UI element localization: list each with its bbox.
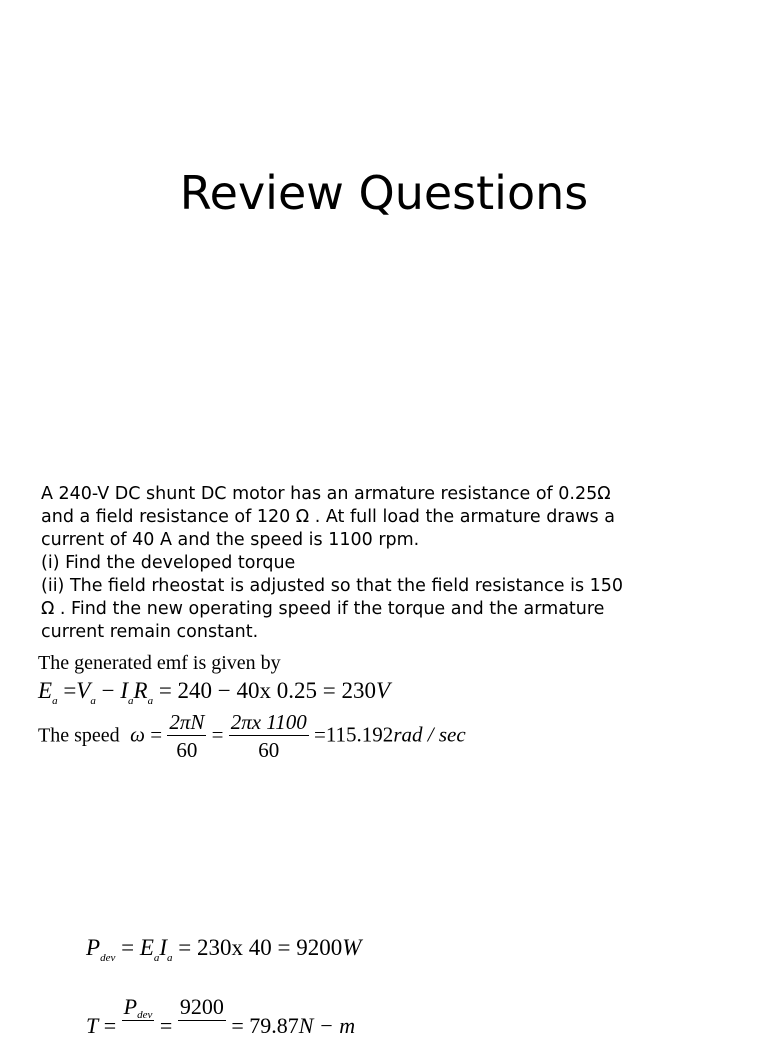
problem-line: current remain constant.	[41, 622, 259, 642]
emf-equation: $E_a =V_a - I_aR_a = 240 - 40x$ 0.25 = 230V	[38, 678, 391, 707]
problem-line: Ω . Find the new operating speed if the torque and the armature	[41, 599, 605, 619]
solution-image-2	[86, 935, 416, 1038]
problem-line: (i) Find the developed torque	[41, 553, 296, 573]
problem-line: current of 40 A and the speed is 1100 rpm.	[41, 530, 420, 550]
problem-line: (ii) The field rheostat is adjusted so that the field resistance is 150	[41, 576, 624, 596]
torque-equation: T = Pdev = 9200 = 79.87N − m	[86, 994, 356, 1038]
power-equation: $P_{dev} = E_aI_a = 230x$ 40 = 9200W	[86, 935, 362, 964]
problem-line: A 240-V DC shunt DC motor has an armature resistance of 0.25Ω	[41, 484, 611, 504]
problem-line: and a field resistance of 120 Ω . At full load the armature draws a	[41, 507, 615, 527]
speed-equation: The speed ω = $\frac{2\pi N}{60}$ = $\frac{2\pi x 1100}{60}$ =115.192rad / sec	[38, 710, 466, 762]
problem-statement	[41, 483, 741, 644]
slide-title: Review Questions	[179, 166, 589, 220]
solution-image-1	[38, 652, 514, 770]
emf-caption: The generated emf is given by	[38, 652, 281, 674]
